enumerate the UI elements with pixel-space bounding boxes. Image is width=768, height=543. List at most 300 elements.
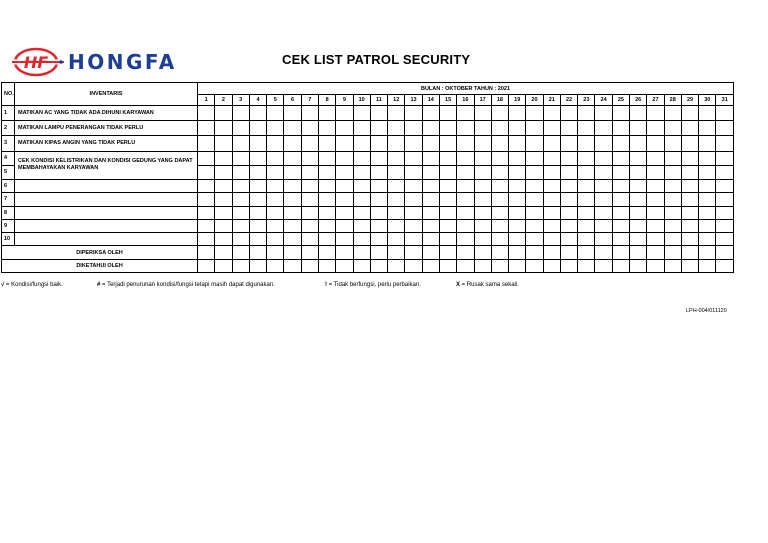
check-cell[interactable] (664, 179, 681, 192)
signature-cell[interactable] (474, 259, 491, 272)
check-cell[interactable] (284, 179, 301, 192)
check-cell[interactable] (699, 233, 716, 246)
check-cell[interactable] (301, 206, 318, 219)
check-cell[interactable] (457, 179, 474, 192)
check-cell[interactable] (647, 206, 664, 219)
check-cell[interactable] (405, 233, 422, 246)
check-cell[interactable] (353, 193, 370, 206)
check-cell[interactable] (318, 206, 335, 219)
check-cell[interactable] (249, 136, 266, 151)
check-cell[interactable] (543, 206, 560, 219)
check-cell[interactable] (491, 206, 508, 219)
check-cell[interactable] (301, 151, 318, 165)
check-cell[interactable] (612, 165, 629, 179)
check-cell[interactable] (491, 121, 508, 136)
check-cell[interactable] (318, 151, 335, 165)
signature-cell[interactable] (491, 246, 508, 259)
check-cell[interactable] (699, 179, 716, 192)
check-cell[interactable] (457, 193, 474, 206)
signature-cell[interactable] (457, 259, 474, 272)
check-cell[interactable] (215, 165, 232, 179)
check-cell[interactable] (215, 151, 232, 165)
check-cell[interactable] (664, 136, 681, 151)
check-cell[interactable] (543, 106, 560, 121)
check-cell[interactable] (681, 206, 698, 219)
check-cell[interactable] (716, 233, 734, 246)
check-cell[interactable] (353, 233, 370, 246)
signature-cell[interactable] (232, 259, 249, 272)
check-cell[interactable] (457, 219, 474, 232)
signature-cell[interactable] (612, 259, 629, 272)
check-cell[interactable] (647, 193, 664, 206)
check-cell[interactable] (198, 233, 215, 246)
check-cell[interactable] (509, 151, 526, 165)
check-cell[interactable] (336, 219, 353, 232)
check-cell[interactable] (681, 121, 698, 136)
check-cell[interactable] (284, 165, 301, 179)
check-cell[interactable] (370, 219, 387, 232)
check-cell[interactable] (595, 121, 612, 136)
check-cell[interactable] (526, 121, 543, 136)
check-cell[interactable] (318, 165, 335, 179)
check-cell[interactable] (422, 193, 439, 206)
signature-cell[interactable] (578, 259, 595, 272)
signature-cell[interactable] (353, 246, 370, 259)
check-cell[interactable] (491, 233, 508, 246)
check-cell[interactable] (578, 206, 595, 219)
check-cell[interactable] (232, 206, 249, 219)
check-cell[interactable] (422, 136, 439, 151)
check-cell[interactable] (198, 151, 215, 165)
check-cell[interactable] (388, 219, 405, 232)
check-cell[interactable] (612, 193, 629, 206)
check-cell[interactable] (630, 179, 647, 192)
signature-cell[interactable] (474, 246, 491, 259)
check-cell[interactable] (284, 233, 301, 246)
signature-cell[interactable] (543, 259, 560, 272)
check-cell[interactable] (439, 179, 456, 192)
check-cell[interactable] (681, 165, 698, 179)
check-cell[interactable] (267, 106, 284, 121)
check-cell[interactable] (353, 121, 370, 136)
check-cell[interactable] (578, 165, 595, 179)
check-cell[interactable] (405, 179, 422, 192)
check-cell[interactable] (301, 179, 318, 192)
check-cell[interactable] (215, 206, 232, 219)
check-cell[interactable] (595, 233, 612, 246)
check-cell[interactable] (249, 106, 266, 121)
check-cell[interactable] (284, 106, 301, 121)
check-cell[interactable] (353, 165, 370, 179)
signature-cell[interactable] (595, 259, 612, 272)
check-cell[interactable] (578, 136, 595, 151)
check-cell[interactable] (353, 179, 370, 192)
check-cell[interactable] (699, 151, 716, 165)
signature-cell[interactable] (267, 246, 284, 259)
check-cell[interactable] (439, 151, 456, 165)
check-cell[interactable] (560, 151, 577, 165)
check-cell[interactable] (699, 165, 716, 179)
check-cell[interactable] (681, 136, 698, 151)
check-cell[interactable] (336, 193, 353, 206)
check-cell[interactable] (370, 179, 387, 192)
check-cell[interactable] (716, 121, 734, 136)
check-cell[interactable] (509, 206, 526, 219)
check-cell[interactable] (543, 233, 560, 246)
check-cell[interactable] (198, 165, 215, 179)
signature-cell[interactable] (301, 259, 318, 272)
signature-cell[interactable] (699, 259, 716, 272)
check-cell[interactable] (526, 165, 543, 179)
check-cell[interactable] (630, 233, 647, 246)
signature-cell[interactable] (681, 246, 698, 259)
check-cell[interactable] (543, 219, 560, 232)
check-cell[interactable] (578, 106, 595, 121)
check-cell[interactable] (560, 136, 577, 151)
signature-cell[interactable] (422, 246, 439, 259)
check-cell[interactable] (491, 179, 508, 192)
check-cell[interactable] (198, 136, 215, 151)
check-cell[interactable] (353, 106, 370, 121)
check-cell[interactable] (405, 106, 422, 121)
check-cell[interactable] (439, 193, 456, 206)
signature-cell[interactable] (336, 246, 353, 259)
signature-cell[interactable] (595, 246, 612, 259)
check-cell[interactable] (336, 179, 353, 192)
check-cell[interactable] (699, 193, 716, 206)
check-cell[interactable] (647, 233, 664, 246)
check-cell[interactable] (336, 106, 353, 121)
signature-cell[interactable] (439, 246, 456, 259)
check-cell[interactable] (491, 106, 508, 121)
signature-cell[interactable] (336, 259, 353, 272)
check-cell[interactable] (716, 193, 734, 206)
check-cell[interactable] (699, 206, 716, 219)
check-cell[interactable] (595, 106, 612, 121)
check-cell[interactable] (560, 106, 577, 121)
check-cell[interactable] (681, 219, 698, 232)
check-cell[interactable] (318, 219, 335, 232)
check-cell[interactable] (543, 193, 560, 206)
check-cell[interactable] (578, 121, 595, 136)
check-cell[interactable] (370, 136, 387, 151)
check-cell[interactable] (422, 165, 439, 179)
check-cell[interactable] (509, 179, 526, 192)
signature-cell[interactable] (318, 246, 335, 259)
check-cell[interactable] (388, 151, 405, 165)
check-cell[interactable] (457, 136, 474, 151)
check-cell[interactable] (630, 106, 647, 121)
check-cell[interactable] (318, 136, 335, 151)
check-cell[interactable] (509, 121, 526, 136)
signature-cell[interactable] (405, 259, 422, 272)
check-cell[interactable] (491, 193, 508, 206)
check-cell[interactable] (716, 165, 734, 179)
check-cell[interactable] (612, 219, 629, 232)
check-cell[interactable] (198, 219, 215, 232)
check-cell[interactable] (509, 106, 526, 121)
check-cell[interactable] (370, 233, 387, 246)
signature-cell[interactable] (647, 259, 664, 272)
signature-cell[interactable] (457, 246, 474, 259)
check-cell[interactable] (509, 193, 526, 206)
signature-cell[interactable] (284, 259, 301, 272)
check-cell[interactable] (232, 136, 249, 151)
signature-cell[interactable] (509, 246, 526, 259)
check-cell[interactable] (301, 106, 318, 121)
check-cell[interactable] (370, 165, 387, 179)
check-cell[interactable] (198, 206, 215, 219)
check-cell[interactable] (630, 151, 647, 165)
check-cell[interactable] (336, 136, 353, 151)
check-cell[interactable] (422, 233, 439, 246)
check-cell[interactable] (474, 106, 491, 121)
check-cell[interactable] (457, 151, 474, 165)
check-cell[interactable] (509, 233, 526, 246)
check-cell[interactable] (301, 193, 318, 206)
check-cell[interactable] (198, 193, 215, 206)
check-cell[interactable] (474, 219, 491, 232)
signature-cell[interactable] (422, 259, 439, 272)
check-cell[interactable] (664, 106, 681, 121)
check-cell[interactable] (284, 121, 301, 136)
signature-cell[interactable] (405, 246, 422, 259)
check-cell[interactable] (612, 179, 629, 192)
signature-cell[interactable] (198, 259, 215, 272)
check-cell[interactable] (336, 233, 353, 246)
check-cell[interactable] (474, 233, 491, 246)
signature-cell[interactable] (612, 246, 629, 259)
check-cell[interactable] (681, 193, 698, 206)
check-cell[interactable] (439, 106, 456, 121)
signature-cell[interactable] (664, 246, 681, 259)
check-cell[interactable] (664, 151, 681, 165)
check-cell[interactable] (699, 106, 716, 121)
check-cell[interactable] (284, 136, 301, 151)
signature-cell[interactable] (249, 259, 266, 272)
check-cell[interactable] (422, 179, 439, 192)
check-cell[interactable] (595, 165, 612, 179)
check-cell[interactable] (491, 219, 508, 232)
check-cell[interactable] (543, 151, 560, 165)
check-cell[interactable] (716, 106, 734, 121)
check-cell[interactable] (578, 219, 595, 232)
check-cell[interactable] (318, 233, 335, 246)
check-cell[interactable] (336, 121, 353, 136)
signature-cell[interactable] (388, 259, 405, 272)
signature-cell[interactable] (526, 246, 543, 259)
check-cell[interactable] (267, 233, 284, 246)
check-cell[interactable] (439, 219, 456, 232)
check-cell[interactable] (612, 136, 629, 151)
check-cell[interactable] (578, 233, 595, 246)
check-cell[interactable] (647, 121, 664, 136)
check-cell[interactable] (388, 233, 405, 246)
check-cell[interactable] (439, 165, 456, 179)
check-cell[interactable] (630, 165, 647, 179)
check-cell[interactable] (301, 219, 318, 232)
check-cell[interactable] (249, 179, 266, 192)
check-cell[interactable] (474, 151, 491, 165)
check-cell[interactable] (681, 106, 698, 121)
signature-cell[interactable] (318, 259, 335, 272)
check-cell[interactable] (526, 136, 543, 151)
check-cell[interactable] (422, 206, 439, 219)
check-cell[interactable] (612, 206, 629, 219)
check-cell[interactable] (388, 165, 405, 179)
check-cell[interactable] (284, 219, 301, 232)
check-cell[interactable] (457, 106, 474, 121)
signature-cell[interactable] (699, 246, 716, 259)
check-cell[interactable] (578, 151, 595, 165)
signature-cell[interactable] (301, 246, 318, 259)
check-cell[interactable] (267, 165, 284, 179)
check-cell[interactable] (215, 179, 232, 192)
check-cell[interactable] (474, 179, 491, 192)
check-cell[interactable] (474, 206, 491, 219)
check-cell[interactable] (457, 121, 474, 136)
check-cell[interactable] (232, 219, 249, 232)
check-cell[interactable] (249, 233, 266, 246)
check-cell[interactable] (370, 193, 387, 206)
check-cell[interactable] (509, 136, 526, 151)
check-cell[interactable] (664, 233, 681, 246)
check-cell[interactable] (474, 136, 491, 151)
check-cell[interactable] (509, 219, 526, 232)
check-cell[interactable] (232, 233, 249, 246)
check-cell[interactable] (336, 165, 353, 179)
check-cell[interactable] (405, 219, 422, 232)
check-cell[interactable] (301, 165, 318, 179)
check-cell[interactable] (267, 193, 284, 206)
check-cell[interactable] (647, 179, 664, 192)
signature-cell[interactable] (232, 246, 249, 259)
check-cell[interactable] (301, 233, 318, 246)
check-cell[interactable] (681, 233, 698, 246)
check-cell[interactable] (267, 136, 284, 151)
check-cell[interactable] (439, 233, 456, 246)
check-cell[interactable] (526, 106, 543, 121)
check-cell[interactable] (699, 219, 716, 232)
check-cell[interactable] (249, 193, 266, 206)
signature-cell[interactable] (439, 259, 456, 272)
check-cell[interactable] (543, 136, 560, 151)
check-cell[interactable] (681, 179, 698, 192)
signature-cell[interactable] (215, 259, 232, 272)
check-cell[interactable] (198, 121, 215, 136)
check-cell[interactable] (509, 165, 526, 179)
check-cell[interactable] (215, 193, 232, 206)
check-cell[interactable] (249, 121, 266, 136)
check-cell[interactable] (318, 193, 335, 206)
signature-cell[interactable] (215, 246, 232, 259)
check-cell[interactable] (284, 193, 301, 206)
check-cell[interactable] (215, 106, 232, 121)
check-cell[interactable] (526, 179, 543, 192)
signature-cell[interactable] (543, 246, 560, 259)
check-cell[interactable] (578, 193, 595, 206)
check-cell[interactable] (249, 206, 266, 219)
check-cell[interactable] (457, 165, 474, 179)
signature-cell[interactable] (681, 259, 698, 272)
check-cell[interactable] (284, 206, 301, 219)
check-cell[interactable] (474, 165, 491, 179)
check-cell[interactable] (526, 193, 543, 206)
check-cell[interactable] (543, 179, 560, 192)
check-cell[interactable] (318, 106, 335, 121)
check-cell[interactable] (405, 136, 422, 151)
signature-cell[interactable] (509, 259, 526, 272)
check-cell[interactable] (353, 151, 370, 165)
check-cell[interactable] (370, 106, 387, 121)
check-cell[interactable] (336, 151, 353, 165)
check-cell[interactable] (301, 121, 318, 136)
check-cell[interactable] (388, 121, 405, 136)
signature-cell[interactable] (647, 246, 664, 259)
check-cell[interactable] (439, 206, 456, 219)
signature-cell[interactable] (491, 259, 508, 272)
check-cell[interactable] (526, 151, 543, 165)
check-cell[interactable] (526, 206, 543, 219)
check-cell[interactable] (560, 121, 577, 136)
check-cell[interactable] (405, 121, 422, 136)
signature-cell[interactable] (664, 259, 681, 272)
check-cell[interactable] (215, 233, 232, 246)
check-cell[interactable] (232, 179, 249, 192)
check-cell[interactable] (388, 193, 405, 206)
check-cell[interactable] (267, 219, 284, 232)
check-cell[interactable] (543, 165, 560, 179)
check-cell[interactable] (491, 151, 508, 165)
check-cell[interactable] (716, 136, 734, 151)
signature-cell[interactable] (267, 259, 284, 272)
check-cell[interactable] (491, 136, 508, 151)
check-cell[interactable] (267, 151, 284, 165)
check-cell[interactable] (595, 206, 612, 219)
check-cell[interactable] (664, 206, 681, 219)
check-cell[interactable] (370, 121, 387, 136)
check-cell[interactable] (630, 136, 647, 151)
check-cell[interactable] (647, 165, 664, 179)
check-cell[interactable] (681, 151, 698, 165)
check-cell[interactable] (215, 219, 232, 232)
check-cell[interactable] (405, 193, 422, 206)
check-cell[interactable] (526, 219, 543, 232)
check-cell[interactable] (664, 219, 681, 232)
check-cell[interactable] (595, 151, 612, 165)
check-cell[interactable] (543, 121, 560, 136)
check-cell[interactable] (526, 233, 543, 246)
check-cell[interactable] (716, 219, 734, 232)
check-cell[interactable] (232, 193, 249, 206)
check-cell[interactable] (630, 206, 647, 219)
check-cell[interactable] (457, 206, 474, 219)
check-cell[interactable] (664, 193, 681, 206)
check-cell[interactable] (405, 165, 422, 179)
check-cell[interactable] (647, 219, 664, 232)
signature-cell[interactable] (370, 246, 387, 259)
check-cell[interactable] (422, 121, 439, 136)
check-cell[interactable] (301, 136, 318, 151)
check-cell[interactable] (439, 121, 456, 136)
check-cell[interactable] (232, 121, 249, 136)
signature-cell[interactable] (578, 246, 595, 259)
check-cell[interactable] (699, 121, 716, 136)
check-cell[interactable] (353, 219, 370, 232)
signature-cell[interactable] (526, 259, 543, 272)
check-cell[interactable] (699, 136, 716, 151)
check-cell[interactable] (612, 233, 629, 246)
